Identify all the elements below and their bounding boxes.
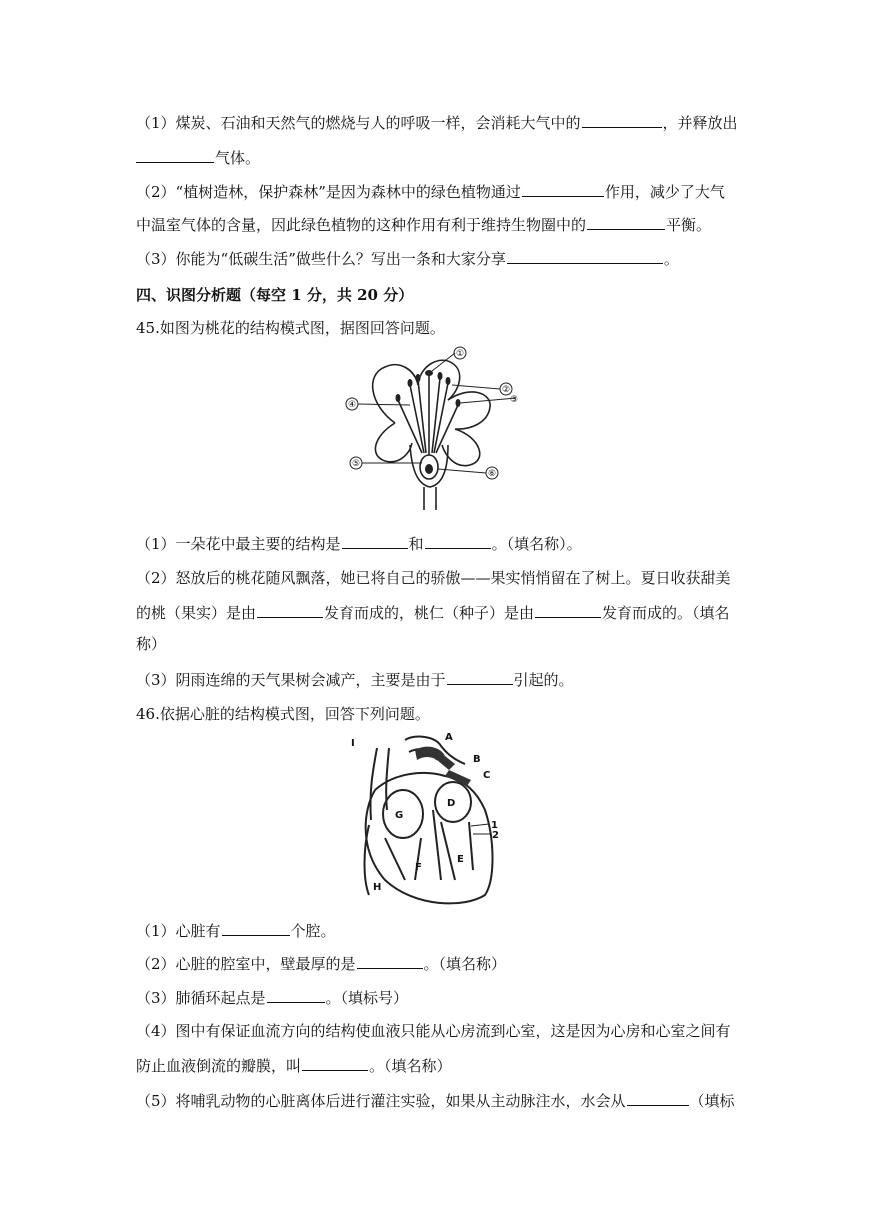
q44-line-2: 气体。 — [136, 147, 742, 168]
answer-blank[interactable] — [357, 953, 423, 969]
q46-stem: 46.依据心脏的结构模式图，回答下列问题。 — [136, 705, 430, 723]
answer-blank[interactable] — [582, 112, 662, 128]
heart-label: D — [447, 798, 456, 809]
q44-line-3: （2）“植树造林，保护森林”是因为森林中的绿色植物通过 作用，减少了大气 — [136, 183, 725, 201]
answer-blank[interactable] — [447, 669, 513, 685]
q45-line-1: （1）一朵花中最主要的结构是 和 。（填名称）。 — [136, 535, 582, 553]
q45-line-4: 称） — [136, 635, 167, 653]
answer-blank[interactable] — [587, 214, 665, 230]
q46-line-2: （2）心脏的腔室中，壁最厚的是 。（填名称） — [136, 955, 507, 973]
answer-blank[interactable] — [627, 1090, 689, 1106]
answer-blank[interactable] — [425, 533, 491, 549]
answer-blank[interactable] — [535, 602, 601, 618]
q45-line-2: （2）怒放后的桃花随风飘落，她已将自己的骄傲——果实悄悄留在了树上。夏日收获甜美 — [136, 569, 731, 587]
answer-blank[interactable] — [522, 181, 604, 197]
q44-line-5: （3）你能为“低碳生活”做些什么？写出一条和大家分享 。 — [136, 250, 679, 268]
answer-blank[interactable] — [136, 147, 214, 163]
heart-label: G — [395, 810, 404, 821]
answer-blank[interactable] — [267, 987, 325, 1003]
q44-line-4: 中温室气体的含量，因此绿色植物的这种作用有利于维持生物圈中的 平衡。 — [136, 216, 712, 234]
answer-blank[interactable] — [302, 1055, 368, 1071]
q44-line-1: （1）煤炭、石油和天然气的燃烧与人的呼吸一样，会消耗大气中的 ，并释放出 — [136, 114, 738, 132]
heart-label: I — [351, 738, 355, 749]
answer-blank[interactable] — [342, 533, 408, 549]
section-heading: 四、识图分析题（每空 1 分，共 20 分） — [136, 286, 414, 304]
answer-blank[interactable] — [507, 248, 663, 264]
heart-diagram — [345, 730, 510, 910]
q45-line-3: 的桃（果实）是由 发育而成的，桃仁（种子）是由 发育而成的。（填名 — [136, 604, 730, 622]
q46-line-1: （1）心脏有 个腔。 — [136, 922, 336, 940]
answer-blank[interactable] — [222, 920, 290, 936]
heart-label: E — [457, 854, 464, 865]
heart-label: H — [373, 882, 382, 893]
q46-line-3: （3）肺循环起点是 。（填标号） — [136, 989, 409, 1007]
flower-label: ⑥ — [487, 469, 497, 479]
answer-blank[interactable] — [257, 602, 323, 618]
q45-stem: 45.如图为桃花的结构模式图，据图回答问题。 — [136, 319, 445, 337]
heart-label: 2 — [492, 830, 499, 841]
heart-label: B — [473, 754, 481, 765]
q46-line-5: 防止血液倒流的瓣膜，叫 。（填名称） — [136, 1057, 452, 1075]
q46-line-6: （5）将哺乳动物的心脏离体后进行灌注实验，如果从主动脉注水，水会从 （填标 — [136, 1092, 735, 1110]
peach-flower-diagram — [340, 345, 520, 515]
flower-label: ① — [455, 349, 465, 359]
heart-label: A — [445, 732, 453, 743]
q45-line-5: （3）阴雨连绵的天气果树会减产，主要是由于 引起的。 — [136, 671, 574, 689]
flower-label: ② — [501, 385, 511, 395]
heart-label: 1 — [491, 820, 498, 831]
q46-line-4: （4）图中有保证血流方向的结构使血液只能从心房流到心室，这是因为心房和心室之间有 — [136, 1022, 731, 1040]
flower-label: ③ — [509, 395, 519, 405]
flower-label: ④ — [347, 400, 357, 410]
flower-label: ⑤ — [351, 459, 361, 469]
heart-label: C — [483, 770, 491, 781]
heart-label: F — [415, 862, 422, 873]
